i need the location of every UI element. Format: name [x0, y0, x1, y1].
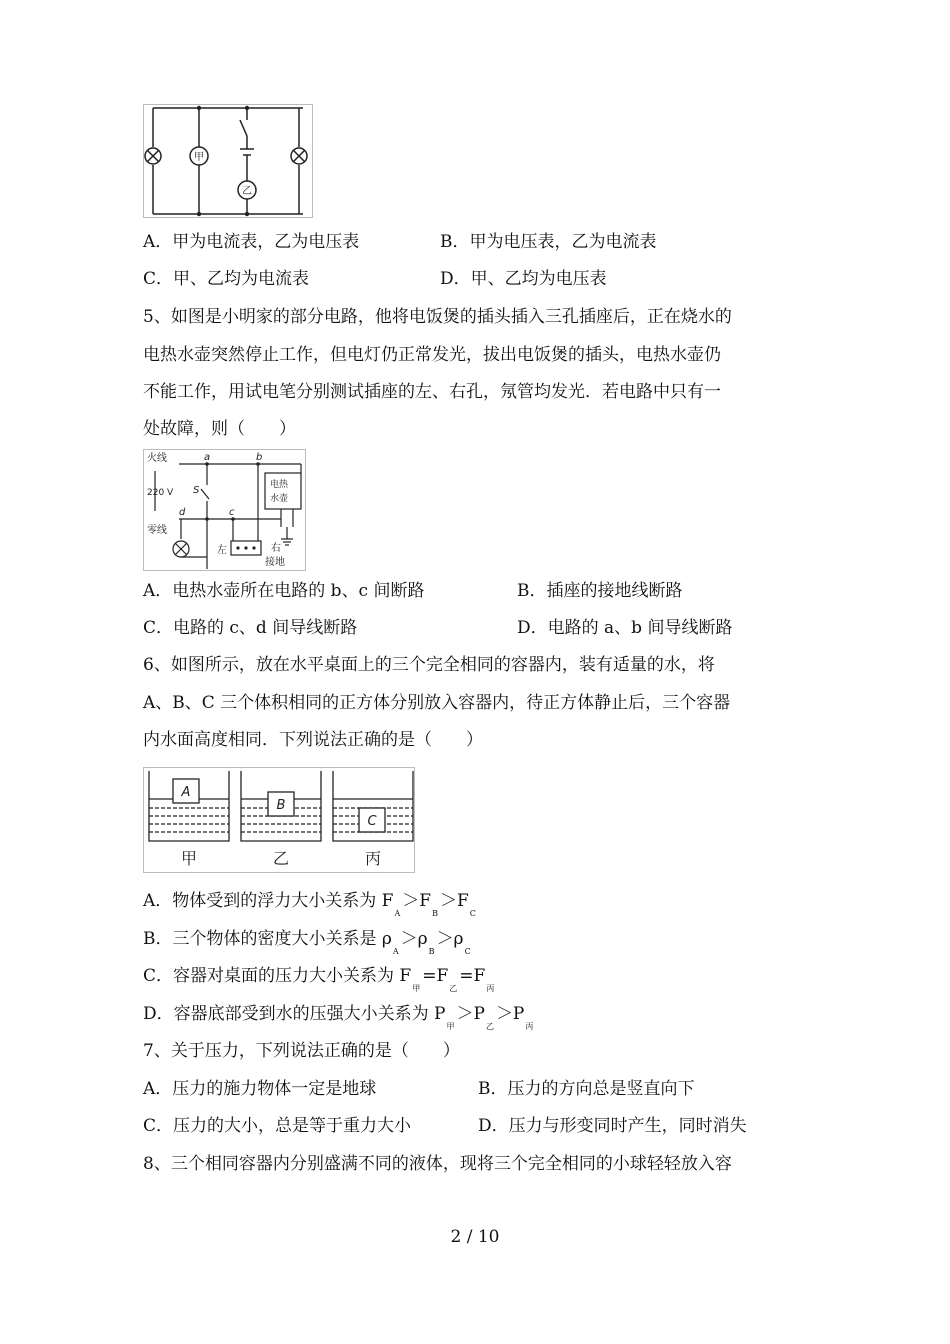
container-bing-label: 丙 [364, 849, 382, 868]
meter-jia-label: 甲 [194, 152, 204, 163]
q6-option-a: A．物体受到的浮力大小关系为 $F_A>F_B>F_C$ [143, 891, 476, 918]
q7-option-d: D．压力与形变同时产生，同时消失 [478, 1116, 747, 1136]
q5-line-2: 电热水壶突然停止工作，但电灯仍正常发光，拔出电饭煲的插头，电热水壶仍 [143, 345, 721, 365]
q4-option-b: B．甲为电压表，乙为电流表 [440, 232, 657, 252]
zero-line-label: 零线 [147, 525, 167, 536]
kettle-label-1: 电热 [270, 480, 289, 490]
q4-option-d: D．甲、乙均为电压表 [440, 269, 607, 289]
fire-line-label: 火线 [147, 453, 167, 464]
q6-option-c: C．容器对桌面的压力大小关系为 $F_甲=F_乙=F_丙$ [143, 966, 495, 993]
page-number: 2 / 10 [450, 1227, 500, 1247]
block-c-label: C [367, 814, 377, 829]
voltage-label: 220 V [147, 488, 174, 498]
q4-option-c: C．甲、乙均为电流表 [143, 269, 310, 289]
q5-line-4: 处故障，则（ ） [143, 419, 296, 439]
block-a-label: A [181, 785, 191, 800]
q4-circuit-figure [143, 104, 313, 218]
q5-option-d: D．电路的 a、b 间导线断路 [517, 618, 733, 638]
container-jia-label: 甲 [180, 849, 198, 868]
meter-yi-label: 乙 [242, 186, 252, 197]
point-d-label: d [179, 507, 186, 518]
q7-line: 7、关于压力，下列说法正确的是（ ） [143, 1041, 460, 1061]
q5-option-b: B．插座的接地线断路 [517, 581, 683, 601]
switch-s-label: S [193, 485, 200, 496]
q5-line-1: 5、如图是小明家的部分电路，他将电饭煲的插头插入三孔插座后，正在烧水的 [143, 307, 732, 327]
q5-option-c: C．电路的 c、d 间导线断路 [143, 618, 358, 638]
socket-left-label: 左 [217, 545, 227, 556]
q6-containers-figure [143, 767, 415, 873]
q5-line-3: 不能工作，用试电笔分别测试插座的左、右孔，氖管均发光．若电路中只有一 [143, 382, 721, 402]
socket-right-label: 右 [271, 543, 281, 554]
kettle-label-2: 水壶 [270, 494, 289, 504]
q6-option-b: B．三个物体的密度大小关系是 $\rho_A>\rho_B>\rho_C$ [143, 929, 471, 956]
q7-option-a: A．压力的施力物体一定是地球 [143, 1079, 377, 1099]
container-yi-label: 乙 [272, 849, 290, 868]
point-b-label: b [256, 452, 263, 463]
q6-line-3: 内水面高度相同．下列说法正确的是（ ） [143, 730, 483, 750]
q6-option-d: D．容器底部受到水的压强大小关系为 $P_甲>P_乙>P_丙$ [143, 1004, 534, 1031]
q5-option-a: A．电热水壶所在电路的 b、c 间断路 [143, 581, 425, 601]
point-a-label: a [204, 452, 211, 463]
ground-label: 接地 [265, 557, 285, 568]
q7-option-b: B．压力的方向总是竖直向下 [478, 1079, 695, 1099]
block-b-label: B [276, 798, 286, 813]
q4-option-a: A．甲为电流表，乙为电压表 [143, 232, 360, 252]
q8-line: 8、三个相同容器内分别盛满不同的液体，现将三个完全相同的小球轻轻放入容 [143, 1154, 732, 1174]
point-c-label: c [229, 507, 235, 518]
q6-line-2: A、B、C 三个体积相同的正方体分别放入容器内，待正方体静止后，三个容器 [143, 693, 731, 713]
q7-option-c: C．压力的大小，总是等于重力大小 [143, 1116, 412, 1136]
q6-line-1: 6、如图所示，放在水平桌面上的三个完全相同的容器内，装有适量的水，将 [143, 655, 715, 675]
q5-household-circuit-figure [143, 449, 306, 571]
